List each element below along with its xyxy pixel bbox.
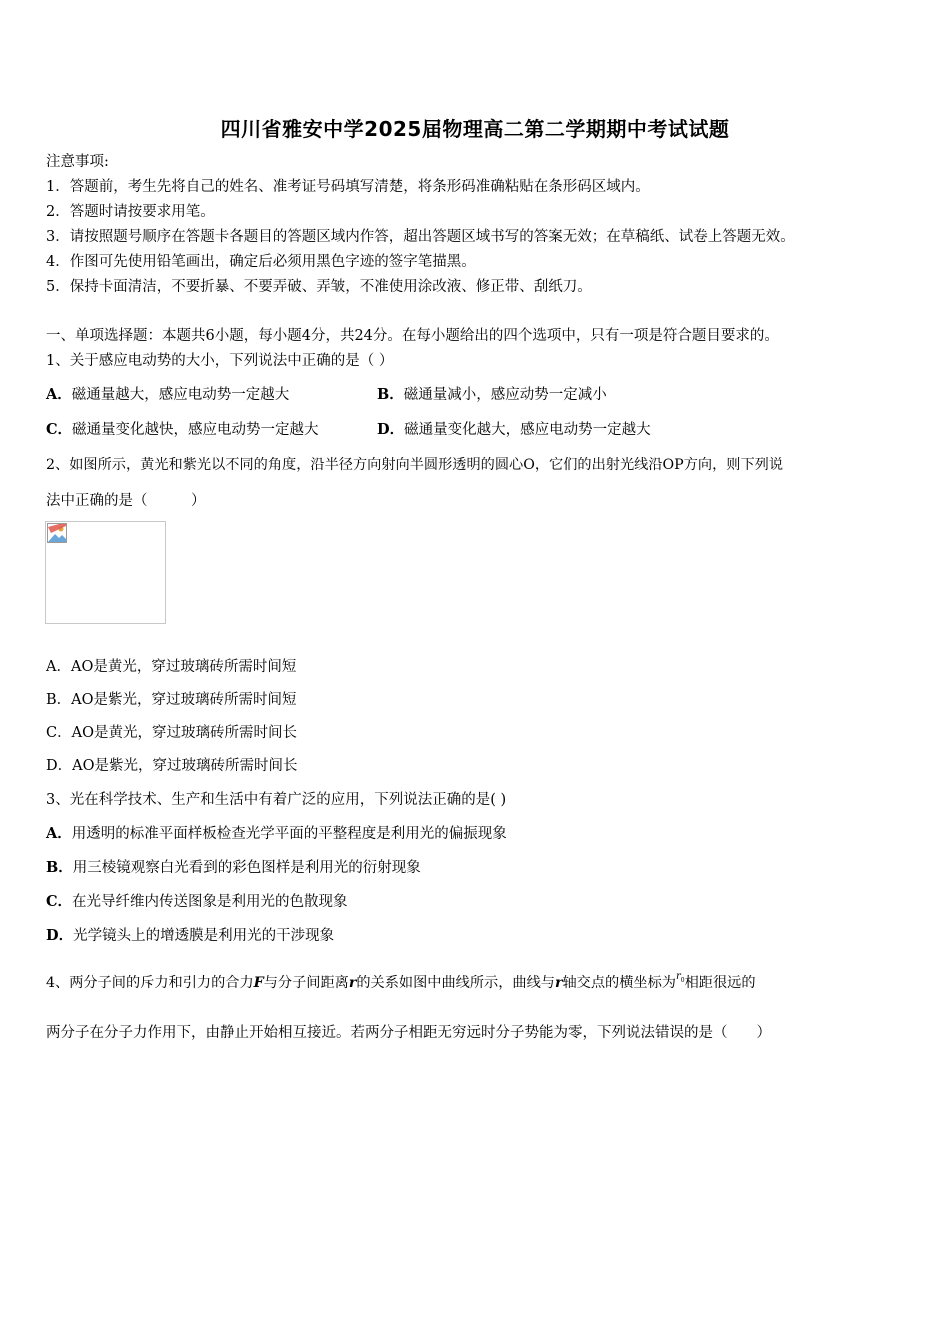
variable-F: F	[253, 975, 264, 991]
notice-item: 4．作图可先使用铅笔画出，确定后必须用黑色字迹的签字笔描黑。	[46, 254, 476, 270]
notice-item: 5．保持卡面清洁，不要折暴、不要弄破、弄皱，不准使用涂改液、修正带、刮纸刀。	[46, 279, 592, 295]
question-3-option-a	[46, 824, 507, 844]
notice-item: 3．请按照题号顺序在答题卡各题目的答题区域内作答，超出答题区域书写的答案无效；在草稿纸、试卷上答题无效。	[46, 229, 795, 245]
option-label: B．	[46, 859, 73, 876]
question-2-option-a: A．AO是黄光，穿过玻璃砖所需时间短	[46, 659, 297, 675]
r0-symbol	[676, 971, 685, 982]
stem-text: 4、两分子间的斥力和引力的合力	[46, 975, 254, 991]
question-2-stem-line2: 法中正确的是（ ）	[46, 493, 206, 509]
option-text: 磁通量变化越大，感应电动势一定越大	[404, 422, 651, 438]
option-text: 光学镜头上的增透膜是利用光的干涉现象	[73, 928, 335, 944]
notice-item: 1．答题前，考生先将自己的姓名、准考证号码填写清楚，将条形码准确粘贴在条形码区域内。	[46, 179, 650, 195]
question-3-option-c	[46, 892, 348, 912]
question-1-option-a	[46, 385, 289, 405]
variable-r: r	[348, 975, 357, 991]
option-text: 磁通量变化越快，感应电动势一定越大	[72, 422, 319, 438]
question-1-option-b	[377, 385, 607, 405]
option-label: C．	[46, 421, 73, 438]
question-2-option-d: D．AO是紫光，穿过玻璃砖所需时间长	[46, 758, 298, 774]
section-heading: 一、单项选择题：本题共6小题，每小题4分，共24分。在每小题给出的四个选项中，只有一项是符合题目要求的。	[46, 328, 779, 344]
option-text: 磁通量越大，感应电动势一定越大	[71, 387, 290, 403]
option-label: A．	[46, 386, 72, 403]
question-3-stem: 3、光在科学技术、生产和生活中有着广泛的应用，下列说法正确的是( )	[46, 792, 507, 808]
r0-subscript: 0	[680, 977, 685, 984]
variable-r: r	[555, 975, 563, 991]
question-2-figure	[45, 521, 166, 624]
stem-text: 轴交点的横坐标为	[562, 975, 676, 991]
question-3-option-b	[46, 858, 421, 878]
stem-text: 的关系如图中曲线所示，曲线与	[356, 975, 555, 991]
option-text: 用透明的标准平面样板检查光学平面的平整程度是利用光的偏振现象	[71, 826, 507, 842]
option-label: C．	[46, 893, 73, 910]
notice-heading: 注意事项:	[46, 154, 109, 170]
notice-item: 2．答题时请按要求用笔。	[46, 204, 215, 220]
option-label: D．	[46, 927, 74, 944]
question-1-option-c	[46, 420, 319, 440]
stem-text: 相距很远的	[684, 975, 756, 991]
question-2-option-b: B．AO是紫光，穿过玻璃砖所需时间短	[46, 692, 297, 708]
option-label: D．	[377, 421, 405, 438]
question-4-stem-line2: 两分子在分子力作用下，由静止开始相互接近。若两分子相距无穷远时分子势能为零，下列说法错误的是（ ）	[46, 1025, 771, 1041]
option-label: A．	[46, 825, 72, 842]
question-2-stem-line1: 2、如图所示，黄光和紫光以不同的角度，沿半径方向射向半圆形透明的圆心O，它们的出射光线沿OP方向，则下列说	[46, 457, 784, 473]
page-title: 四川省雅安中学2025届物理高二第二学期期中考试试题	[220, 117, 730, 141]
broken-image-icon	[47, 523, 67, 543]
r0-letter: r	[676, 971, 681, 982]
option-text: 用三棱镜观察白光看到的彩色图样是利用光的衍射现象	[72, 860, 421, 876]
option-text: 磁通量减小，感应动势一定减小	[403, 387, 607, 403]
question-1-stem: 1、关于感应电动势的大小，下列说法中正确的是（ ）	[46, 353, 394, 369]
stem-text: 与分子间距离	[263, 975, 349, 991]
question-1-option-d	[377, 420, 651, 440]
question-3-option-d	[46, 926, 334, 946]
question-4-stem-line1	[46, 973, 756, 999]
question-2-option-c: C．AO是黄光，穿过玻璃砖所需时间长	[46, 725, 297, 741]
option-text: 在光导纤维内传送图象是利用光的色散现象	[72, 894, 348, 910]
option-label: B．	[377, 386, 404, 403]
